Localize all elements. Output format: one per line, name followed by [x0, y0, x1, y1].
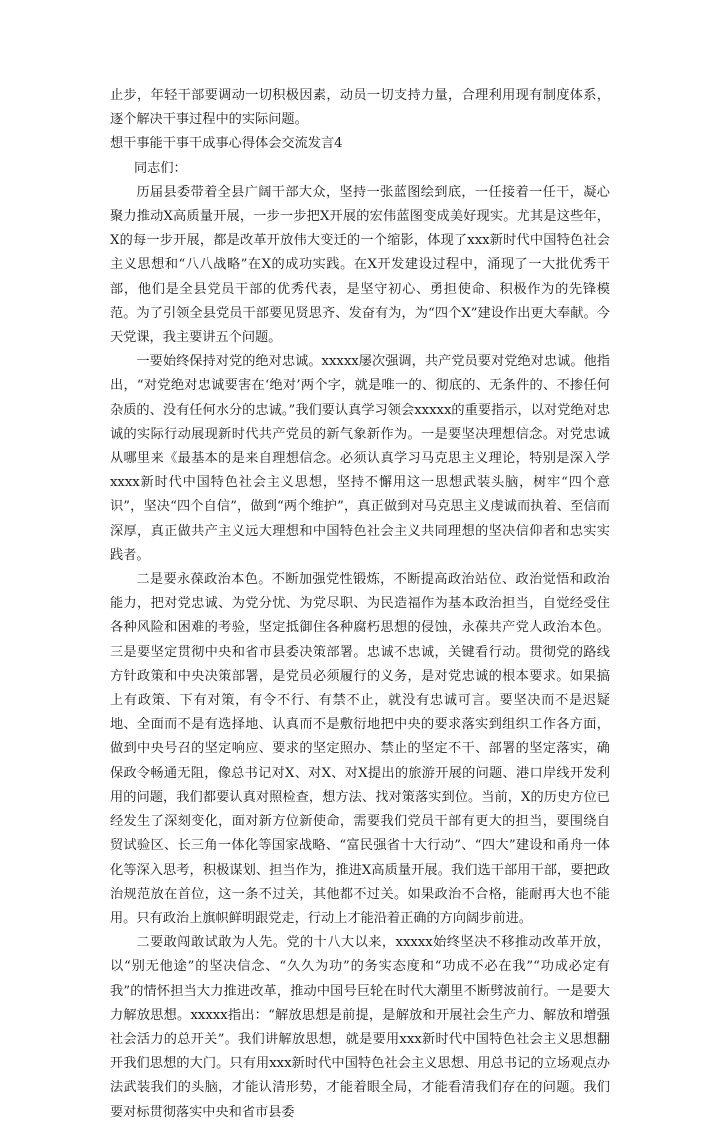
document-heading: 想干事能干事干成事心得体会交流发言4 — [110, 136, 343, 152]
paragraph-intro: 历届县委带着全县广阔干部大众，坚持一张蓝图绘到底，一任接着一任干，凝心聚力推动X高质量开展，一步一步把X开展的宏伟蓝图变成美好现实。尤其是这些年，X的每一步开展，都是改革开放伟大变迁的一个缩影，体现了xxx新时代中国特色社会主义思想和“八八战略”在X的成功实践。在X开发建设过程中，涌现了一大批优秀干部，他们是全县党员干部的优秀代表，是坚守初心、勇担使命、积极作为的先锋模范。为了引领全县党员干部要见贤思齐、发奋有为，为“四个X”建设作出更大奉献。今天党课，我主要讲五个问题。 — [110, 184, 610, 346]
document-page — [110, 84, 610, 1125]
paragraph-continuation: 止步，年轻干部要调动一切积极因素，动员一切支持力量，合理利用现有制度体系，逐个解决干事过程中的实际问题。 — [110, 88, 610, 128]
paragraph-loyalty: 一要始终保持对党的绝对忠诚。xxxxx屡次强调，共产党员要对党绝对忠诚。他指出，“对党绝对忠诚要害在‘绝对’两个字，就是唯一的、彻底的、无条件的、不掺任何杂质的、没有任何水分的忠诚。”我们要认真学习领会xxxxx的重要指示，以对党绝对忠诚的实际行动展现新时代共产党员的新气象新作为。一是要坚决理想信念。对党忠诚从哪里来《最基本的是来自理想信念。必须认真学习马克思主义理论，特别是深入学xxxx新时代中国特色社会主义思想，坚持不懈用这一思想武装头脑，树牢“四个意识”，坚决“四个自信”，做到“两个维护”，真正做到对马克思主义虔诚而执着、至信而深厚，真正做共产主义远大理想和中国特色社会主义共同理想的坚决信仰者和忠实实践者。 — [110, 354, 610, 563]
paragraph-political-color: 二是要永葆政治本色。不断加强党性锻炼，不断提高政治站位、政治觉悟和政治能力，把对党忠诚、为党分忧、为党尽职、为民造福作为基本政治担当，自觉经受住各种风险和困难的考验，坚定抵御住各种腐朽思想的侵蚀，永葆共产党人政治本色。三是要坚定贯彻中央和省市县委决策部署。忠诚不忠诚，关键看行动。贯彻党的路线方针政策和中央决策部署，是党员必须履行的义务，是对党忠诚的根本要求。如果搞上有政策、下有对策，有令不行、有禁不止，就没有忠诚可言。要坚决而不是迟疑地、全面而不是有选择地、认真而不是敷衍地把中央的要求落实到组织工作各方面，做到中央号召的坚定响应、要求的坚定照办、禁止的坚定不干、部署的坚定落实，确保政令畅通无阻，像总书记对X、对X、对X提出的旅游开展的问题、港口岸线开发利用的问题，我们都要认真对照检查，想方法、找对策落实到位。当前，X的历史方位已经发生了深刻变化，面对新方位新使命，需要我们党员干部有更大的担当，要围绕自贸试验区、长三角一体化等国家战略、“富民强省十大行动”、“四大”建设和甬舟一体化等深入思考，积极谋划、担当作为，推进X高质量开展。我们选干部用干部，要把政治规范放在首位，这一条不过关，其他都不过关。如果政治不合格，能耐再大也不能用。只有政治上旗帜鲜明跟党走，行动上才能沿着正确的方向阔步前进。 — [110, 572, 610, 926]
greeting-line: 同志们： — [134, 160, 187, 176]
paragraph-reform: 二要敢闯敢试敢为人先。党的十八大以来，xxxxx始终坚决不移推动改革开放，以“别无他途”的坚决信念、“久久为功”的务实态度和“功成不必在我”“功成必定有我”的情怀担当大力推进改革，推动中国号巨轮在时代大潮里不断劈波前行。一是要大力解放思想。xxxxx指出：“解放思想是前提，是解放和开展社会生产力、解放和增强社会活力的总开关”。我们讲解放思想，就是要用xxx新时代中国特色社会主义思想翻开我们思想的大门。只有用xxx新时代中国特色社会主义思想、用总书记的立场观点办法武装我们的头脑，才能认清形势，才能着眼全局，才能看清我们存在的问题。我们要对标贯彻落实中央和省市县委 — [110, 935, 610, 1120]
